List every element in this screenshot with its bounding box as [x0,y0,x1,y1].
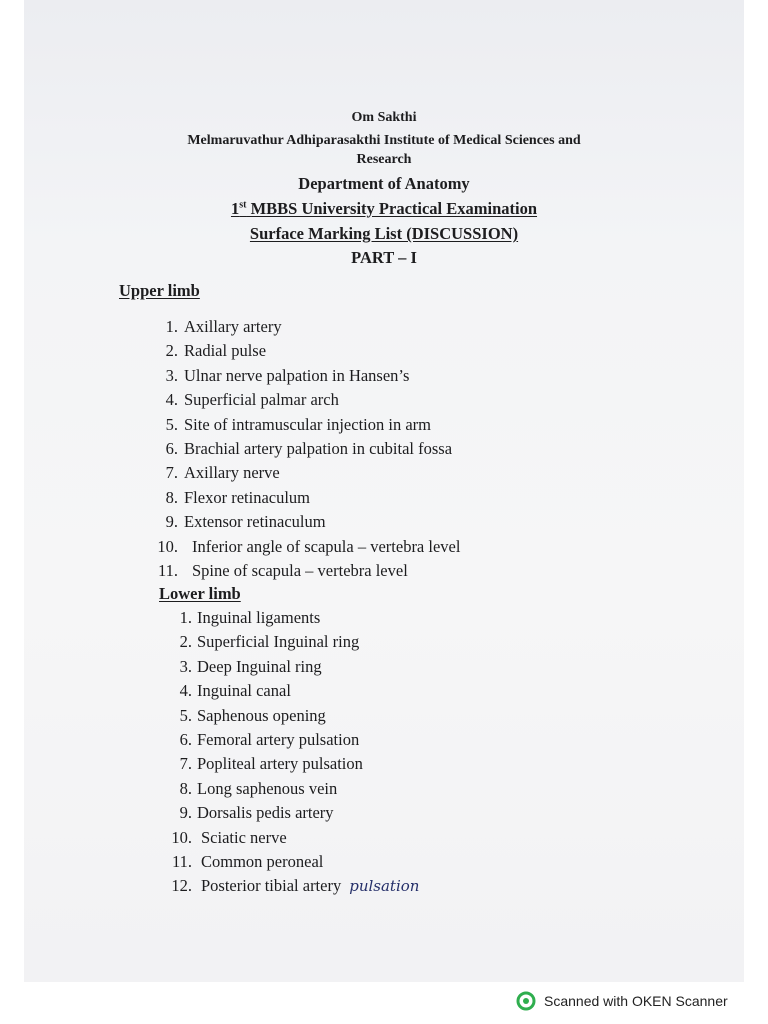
list-item-number: 10. [171,827,192,847]
list-item [144,488,460,512]
list-item-number: 3. [179,656,192,676]
lower-limb-title: Lower limb [159,584,241,603]
handwritten-note: pulsation [349,877,420,896]
list-item-text: Extensor retinaculum [184,512,326,532]
list-item [144,512,460,536]
list-item-number: 2. [179,632,192,652]
list-item-text: Radial pulse [184,341,267,361]
list-item-number: 2. [165,341,178,361]
list-item [158,608,419,632]
list-item-number: 7. [165,463,178,483]
scanner-text: Scanned with OKEN Scanner [544,993,728,1009]
list-item-number: 7. [179,754,192,774]
list-item-number: 1. [179,608,192,627]
list-item-text: Axillary artery [184,317,282,336]
list-item-number: 1. [165,317,178,336]
list-item-text: Ulnar nerve palpation in Hansen’s [184,365,410,385]
list-item-text: Site of intramuscular injection in arm [184,414,431,434]
list-item-text: Long saphenous vein [197,778,338,798]
list-item [158,730,419,754]
list-item [144,561,460,585]
list-item-number: 12. [171,876,192,896]
list-item-text: Brachial artery palpation in cubital fossa [184,438,453,458]
list-item [158,803,419,827]
list-item-text: Popliteal artery pulsation [197,754,363,774]
list-item [158,657,419,681]
exam-year-number: 1 [230,199,240,218]
list-item-number: 5. [165,414,178,434]
list-item-number: 10. [157,536,178,556]
list-item-number: 6. [179,729,192,749]
list-item-text: Superficial palmar arch [184,390,339,410]
upper-limb-list [144,317,460,585]
list-item-text: Femoral artery pulsation [197,729,360,749]
list-item [158,632,419,656]
header-part: PART – I [351,248,417,267]
list-item [144,317,460,341]
list-item-text: Posterior tibial artery [201,876,342,896]
header-institute-name: Melmaruvathur Adhiparasakthi Institute of Medical Sciences and [187,133,581,148]
list-item-number: 4. [165,390,178,410]
list-item-number: 6. [165,438,178,458]
oken-scanner-logo-icon [516,991,536,1011]
list-item-text: Axillary nerve [184,463,280,483]
list-item [158,852,419,876]
header-list-title: Surface Marking List (DISCUSSION) [249,224,519,243]
list-item [158,754,419,778]
list-item [158,876,419,900]
list-item [144,390,460,414]
list-item-number: 9. [179,803,192,823]
header-department: Department of Anatomy [298,174,470,193]
list-item-number: 5. [179,705,192,725]
list-item-number: 8. [165,487,178,507]
list-item [144,366,460,390]
list-item-text: Deep Inguinal ring [197,656,322,676]
list-item [158,779,419,803]
list-item [158,681,419,705]
header-institute-name-continued: Research [356,152,412,167]
list-item [144,341,460,365]
list-item [144,439,460,463]
list-item [144,415,460,439]
header-exam-title [0,199,768,219]
list-item [144,537,460,561]
list-item-number: 4. [179,681,192,701]
list-item-text: Inguinal ligaments [197,608,321,627]
header-line-1: Om Sakthi [351,110,417,125]
list-item-text: Saphenous opening [197,705,326,725]
list-item-number: 8. [179,778,192,798]
list-item-text: Sciatic nerve [201,827,287,847]
list-item-text: Flexor retinaculum [184,487,311,507]
list-item [158,706,419,730]
list-item-text: Inguinal canal [197,681,291,701]
lower-limb-list [158,608,419,901]
list-item-text: Spine of scapula – vertebra level [192,560,408,580]
scanner-watermark [516,990,728,1012]
exam-title-text: MBBS University Practical Examination [246,199,538,218]
list-item-text: Dorsalis pedis artery [197,803,334,823]
list-item-number: 3. [165,365,178,385]
list-item [144,463,460,487]
exam-year-suffix: st [239,199,247,211]
list-item-text: Superficial Inguinal ring [197,632,360,652]
list-item-number: 11. [157,560,178,580]
list-item-number: 9. [165,512,178,532]
list-item-text: Common peroneal [201,851,324,871]
upper-limb-title: Upper limb [119,281,200,300]
list-item-text: Inferior angle of scapula – vertebra level [192,536,461,556]
list-item [158,828,419,852]
list-item-number: 11. [171,851,192,871]
